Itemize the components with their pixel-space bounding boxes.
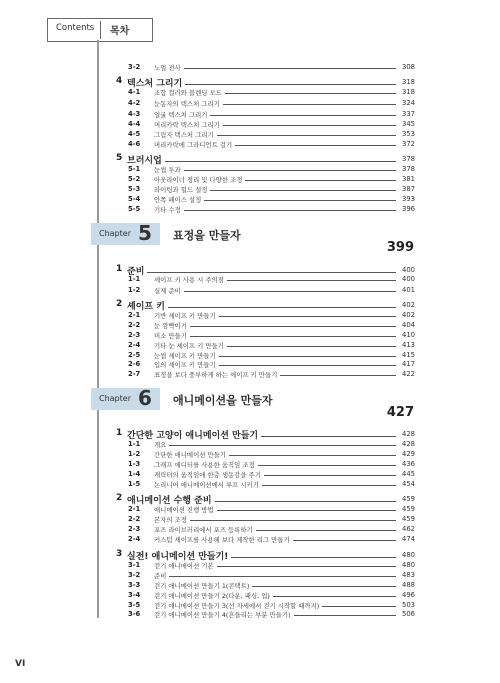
subsection-title: 개요: [154, 441, 167, 449]
page-ref: 454: [402, 480, 415, 488]
leader-line: [169, 445, 396, 446]
subsection-title: 얼굴 텍스처 그리기: [154, 111, 208, 119]
subsection-number: 4-4: [128, 120, 141, 128]
leader-line: [223, 104, 396, 105]
subsection-title: 준비: [154, 572, 167, 580]
section-title: 텍스처 그리기: [127, 79, 183, 89]
subsection-title: 캐릭터의 움직임에 한층 생동감을 주기: [154, 471, 261, 479]
leader-line: [245, 180, 396, 181]
vertical-rule: [97, 40, 99, 618]
section-title: 간단한 고양이 애니메이션 만들기: [127, 431, 259, 441]
leader-line: [204, 200, 396, 201]
chapter-banner: [91, 223, 160, 245]
page-ref: 400: [402, 275, 415, 283]
subsection-number: 4-3: [128, 110, 141, 118]
subsection-number: 1-1: [128, 440, 141, 448]
subsection-title: 기타 눈 셰이프 키 만들기: [154, 342, 224, 350]
subsection-title: 본자의 조정: [154, 516, 187, 524]
chapter-label: Chapter: [99, 229, 131, 238]
leader-line: [184, 210, 396, 211]
page-ref: 480: [402, 561, 415, 569]
section-number: 1: [116, 428, 123, 438]
page-ref: 378: [402, 155, 415, 163]
subsection-title: 표정을 보다 풍부하게 하는 셰이프 키 만들기: [154, 371, 278, 379]
page-ref: 413: [402, 341, 415, 349]
page-ref: 428: [402, 440, 415, 448]
subsection-number: 1-3: [128, 460, 141, 468]
header-divider: [100, 21, 101, 39]
leader-line: [169, 576, 396, 577]
chapter-number: 6: [138, 386, 152, 410]
subsection-number: 3-2: [128, 571, 141, 579]
subsection-number: 4-6: [128, 140, 141, 148]
leader-line: [256, 530, 396, 531]
subsection-title: 간단한 애니메이션 만들기: [154, 451, 226, 459]
section-title: 준비: [127, 267, 145, 277]
subsection-number: 5-2: [128, 175, 141, 183]
subsection-title: 셰이프 키 사용 시 주의점: [154, 276, 224, 284]
subsection-number: 3-1: [128, 561, 141, 569]
page-ref: 483: [402, 571, 415, 579]
leader-line: [252, 586, 396, 587]
subsection-number: 5-4: [128, 195, 141, 203]
page-ref: 387: [402, 185, 415, 193]
leader-line: [223, 125, 396, 126]
leader-line: [219, 365, 396, 366]
page-ref: 353: [402, 130, 415, 138]
page-ref: 459: [402, 515, 415, 523]
subsection-number: 2-2: [128, 515, 141, 523]
subsection-number: 2-2: [128, 321, 141, 329]
leader-line: [229, 455, 396, 456]
subsection-number: 2-6: [128, 360, 141, 368]
subsection-number: 2-5: [128, 351, 141, 359]
page-ref: 378: [402, 165, 415, 173]
subsection-title: 기타 수정: [154, 206, 181, 214]
page-ref: 417: [402, 360, 415, 368]
leader-line: [165, 161, 396, 162]
leader-line: [227, 346, 396, 347]
leader-line: [190, 326, 396, 327]
leader-line: [219, 316, 396, 317]
page-ref: 381: [402, 175, 415, 183]
subsection-number: 3-5: [128, 601, 141, 609]
page-ref: 345: [402, 120, 415, 128]
page-ref: 324: [402, 99, 415, 107]
subsection-title: 조합 컬러와 블렌딩 모드: [154, 89, 222, 97]
subsection-title: 걷기 애니메이션 만들기 4(흔들리는 부분 만들기): [154, 611, 291, 619]
subsection-title: 그림자 텍스처 그리기: [154, 131, 214, 139]
subsection-title: 노멀 전사: [154, 64, 181, 72]
chapter-number: 5: [138, 221, 152, 245]
subsection-number: 1-5: [128, 480, 141, 488]
page-ref: 410: [402, 331, 415, 339]
section-number: 5: [116, 153, 123, 163]
leader-line: [231, 557, 396, 558]
leader-line: [185, 84, 396, 85]
leader-line: [227, 280, 396, 281]
subsection-title: 입의 셰이프 키 만들기: [154, 361, 216, 369]
subsection-title: 커스텀 셰이프를 사용해 보다 제작한 리그 만들기: [154, 536, 290, 544]
leader-line: [210, 190, 396, 191]
subsection-title: 그래프 에디터를 사용한 움직임 조정: [154, 461, 255, 469]
leader-line: [210, 115, 396, 116]
page-ref: 402: [402, 301, 415, 309]
subsection-number: 1-4: [128, 470, 141, 478]
leader-line: [190, 520, 396, 521]
contents-label: Contents: [56, 23, 95, 33]
leader-line: [190, 336, 396, 337]
leader-line: [184, 291, 396, 292]
subsection-number: 2-7: [128, 370, 141, 378]
section-title: 실전! 애니메이션 만들기!: [127, 552, 229, 562]
page-ref: 400: [402, 266, 415, 274]
subsection-number: 3-4: [128, 591, 141, 599]
page-ref: 436: [402, 460, 415, 468]
page-ref: 459: [402, 495, 415, 503]
subsection-number: 1-2: [128, 450, 141, 458]
leader-line: [147, 272, 396, 273]
page-ref: 402: [402, 311, 415, 319]
subsection-title: 걷기 애니메이션 만들기 1(콘택트): [154, 582, 250, 590]
leader-line: [235, 145, 396, 146]
page-ref: 445: [402, 470, 415, 478]
subsection-number: 5-1: [128, 165, 141, 173]
subsection-number: 3-6: [128, 610, 141, 618]
subsection-number: 3-3: [128, 581, 141, 589]
subsection-number: 4-5: [128, 130, 141, 138]
subsection-title: 포즈 라이브러리에서 포즈 등록하기: [154, 526, 253, 534]
subsection-title: 눈썹 투과: [154, 166, 181, 174]
chapter-title: 애니메이션을 만들자: [173, 394, 273, 407]
subsection-number: 2-4: [128, 535, 141, 543]
section-title: 애니메이션 수행 준비: [127, 496, 212, 506]
chapter-title: 표정을 만들자: [173, 229, 241, 242]
leader-line: [273, 596, 396, 597]
leader-line: [184, 68, 396, 69]
page-ref: 462: [402, 525, 415, 533]
leader-line: [217, 135, 396, 136]
leader-line: [225, 93, 396, 94]
leader-line: [264, 475, 396, 476]
subsection-number: 2-3: [128, 525, 141, 533]
subsection-title: 눈썹 셰이프 키 만들기: [154, 352, 216, 360]
leader-line: [322, 606, 396, 607]
page-ref: 422: [402, 370, 415, 378]
page-ref: 496: [402, 591, 415, 599]
subsection-number: 3-2: [128, 63, 141, 71]
subsection-number: 2-4: [128, 341, 141, 349]
subsection-title: 미소 만들기: [154, 332, 187, 340]
page-ref: 428: [402, 430, 415, 438]
subsection-title: 안쪽 페이스 설정: [154, 196, 202, 204]
page-ref: 308: [402, 63, 415, 71]
subsection-title: 머리카락에 그라디언트 걸기: [154, 141, 233, 149]
leader-line: [258, 465, 396, 466]
leader-line: [262, 485, 396, 486]
page-ref: 318: [402, 78, 415, 86]
page-ref: 393: [402, 195, 415, 203]
leader-line: [293, 540, 396, 541]
subsection-number: 5-3: [128, 185, 141, 193]
subsection-title: 걷기 애니메이션 만들기 2(다운, 패싱, 업): [154, 592, 270, 600]
subsection-title: 걷기 애니메이션 만들기 3(선 자세에서 걷기 시작할 때까지): [154, 602, 320, 610]
page-ref: 480: [402, 551, 415, 559]
subsection-number: 2-1: [128, 311, 141, 319]
subsection-title: 실제 준비: [154, 287, 181, 295]
section-number: 3: [116, 549, 123, 559]
leader-line: [215, 501, 396, 502]
subsection-title: 눈 깜빡이기: [154, 322, 187, 330]
subsection-title: 라이팅과 헐드 설정: [154, 186, 208, 194]
contents-label-korean: 목차: [110, 26, 130, 37]
section-number: 2: [116, 299, 123, 309]
chapter-label: Chapter: [99, 394, 131, 403]
subsection-number: 4-2: [128, 99, 141, 107]
page-ref: 488: [402, 581, 415, 589]
leader-line: [217, 566, 396, 567]
leader-line: [217, 510, 396, 511]
page-ref: 404: [402, 321, 415, 329]
leader-line: [261, 436, 396, 437]
chapter-page: 399: [386, 240, 414, 255]
leader-line: [168, 307, 396, 308]
subsection-title: 눈동자의 텍스처 그리기: [154, 100, 220, 108]
section-number: 4: [116, 76, 123, 86]
leader-line: [219, 356, 396, 357]
subsection-title: 머리카락 텍스처 그리기: [154, 121, 220, 129]
subsection-title: 애니메이션 진행 방법: [154, 506, 214, 514]
subsection-number: 4-1: [128, 88, 141, 96]
page-ref: 401: [402, 286, 415, 294]
page-ref: 318: [402, 88, 415, 96]
subsection-number: 1-2: [128, 286, 141, 294]
section-title: 셰이프 키: [127, 302, 165, 312]
subsection-number: 2-3: [128, 331, 141, 339]
subsection-number: 1-1: [128, 275, 141, 283]
page-ref: 459: [402, 505, 415, 513]
leader-line: [294, 615, 396, 616]
page-ref: 474: [402, 535, 415, 543]
contents-header: [47, 18, 153, 42]
page-ref: 506: [402, 610, 415, 618]
page-ref: 396: [402, 205, 415, 213]
subsection-number: 5-5: [128, 205, 141, 213]
section-number: 1: [116, 264, 123, 274]
leader-line: [184, 170, 396, 171]
subsection-title: 걷기 애니메이션 기본: [154, 562, 214, 570]
page-number: VI: [15, 659, 26, 669]
page-ref: 372: [402, 140, 415, 148]
chapter-page: 427: [386, 405, 414, 420]
page-ref: 337: [402, 110, 415, 118]
page-ref: 503: [402, 601, 415, 609]
subsection-number: 2-1: [128, 505, 141, 513]
chapter-banner: [91, 388, 160, 410]
leader-line: [280, 375, 396, 376]
subsection-title: 아웃라이너 정리 및 다양한 조정: [154, 176, 243, 184]
subsection-title: 기반 셰이프 키 만들기: [154, 312, 216, 320]
section-number: 2: [116, 493, 123, 503]
subsection-title: 논리니어 애니메이션에서 루프 시키기: [154, 481, 259, 489]
page-ref: 415: [402, 351, 415, 359]
page-ref: 429: [402, 450, 415, 458]
section-title: 브러시업: [127, 156, 162, 166]
